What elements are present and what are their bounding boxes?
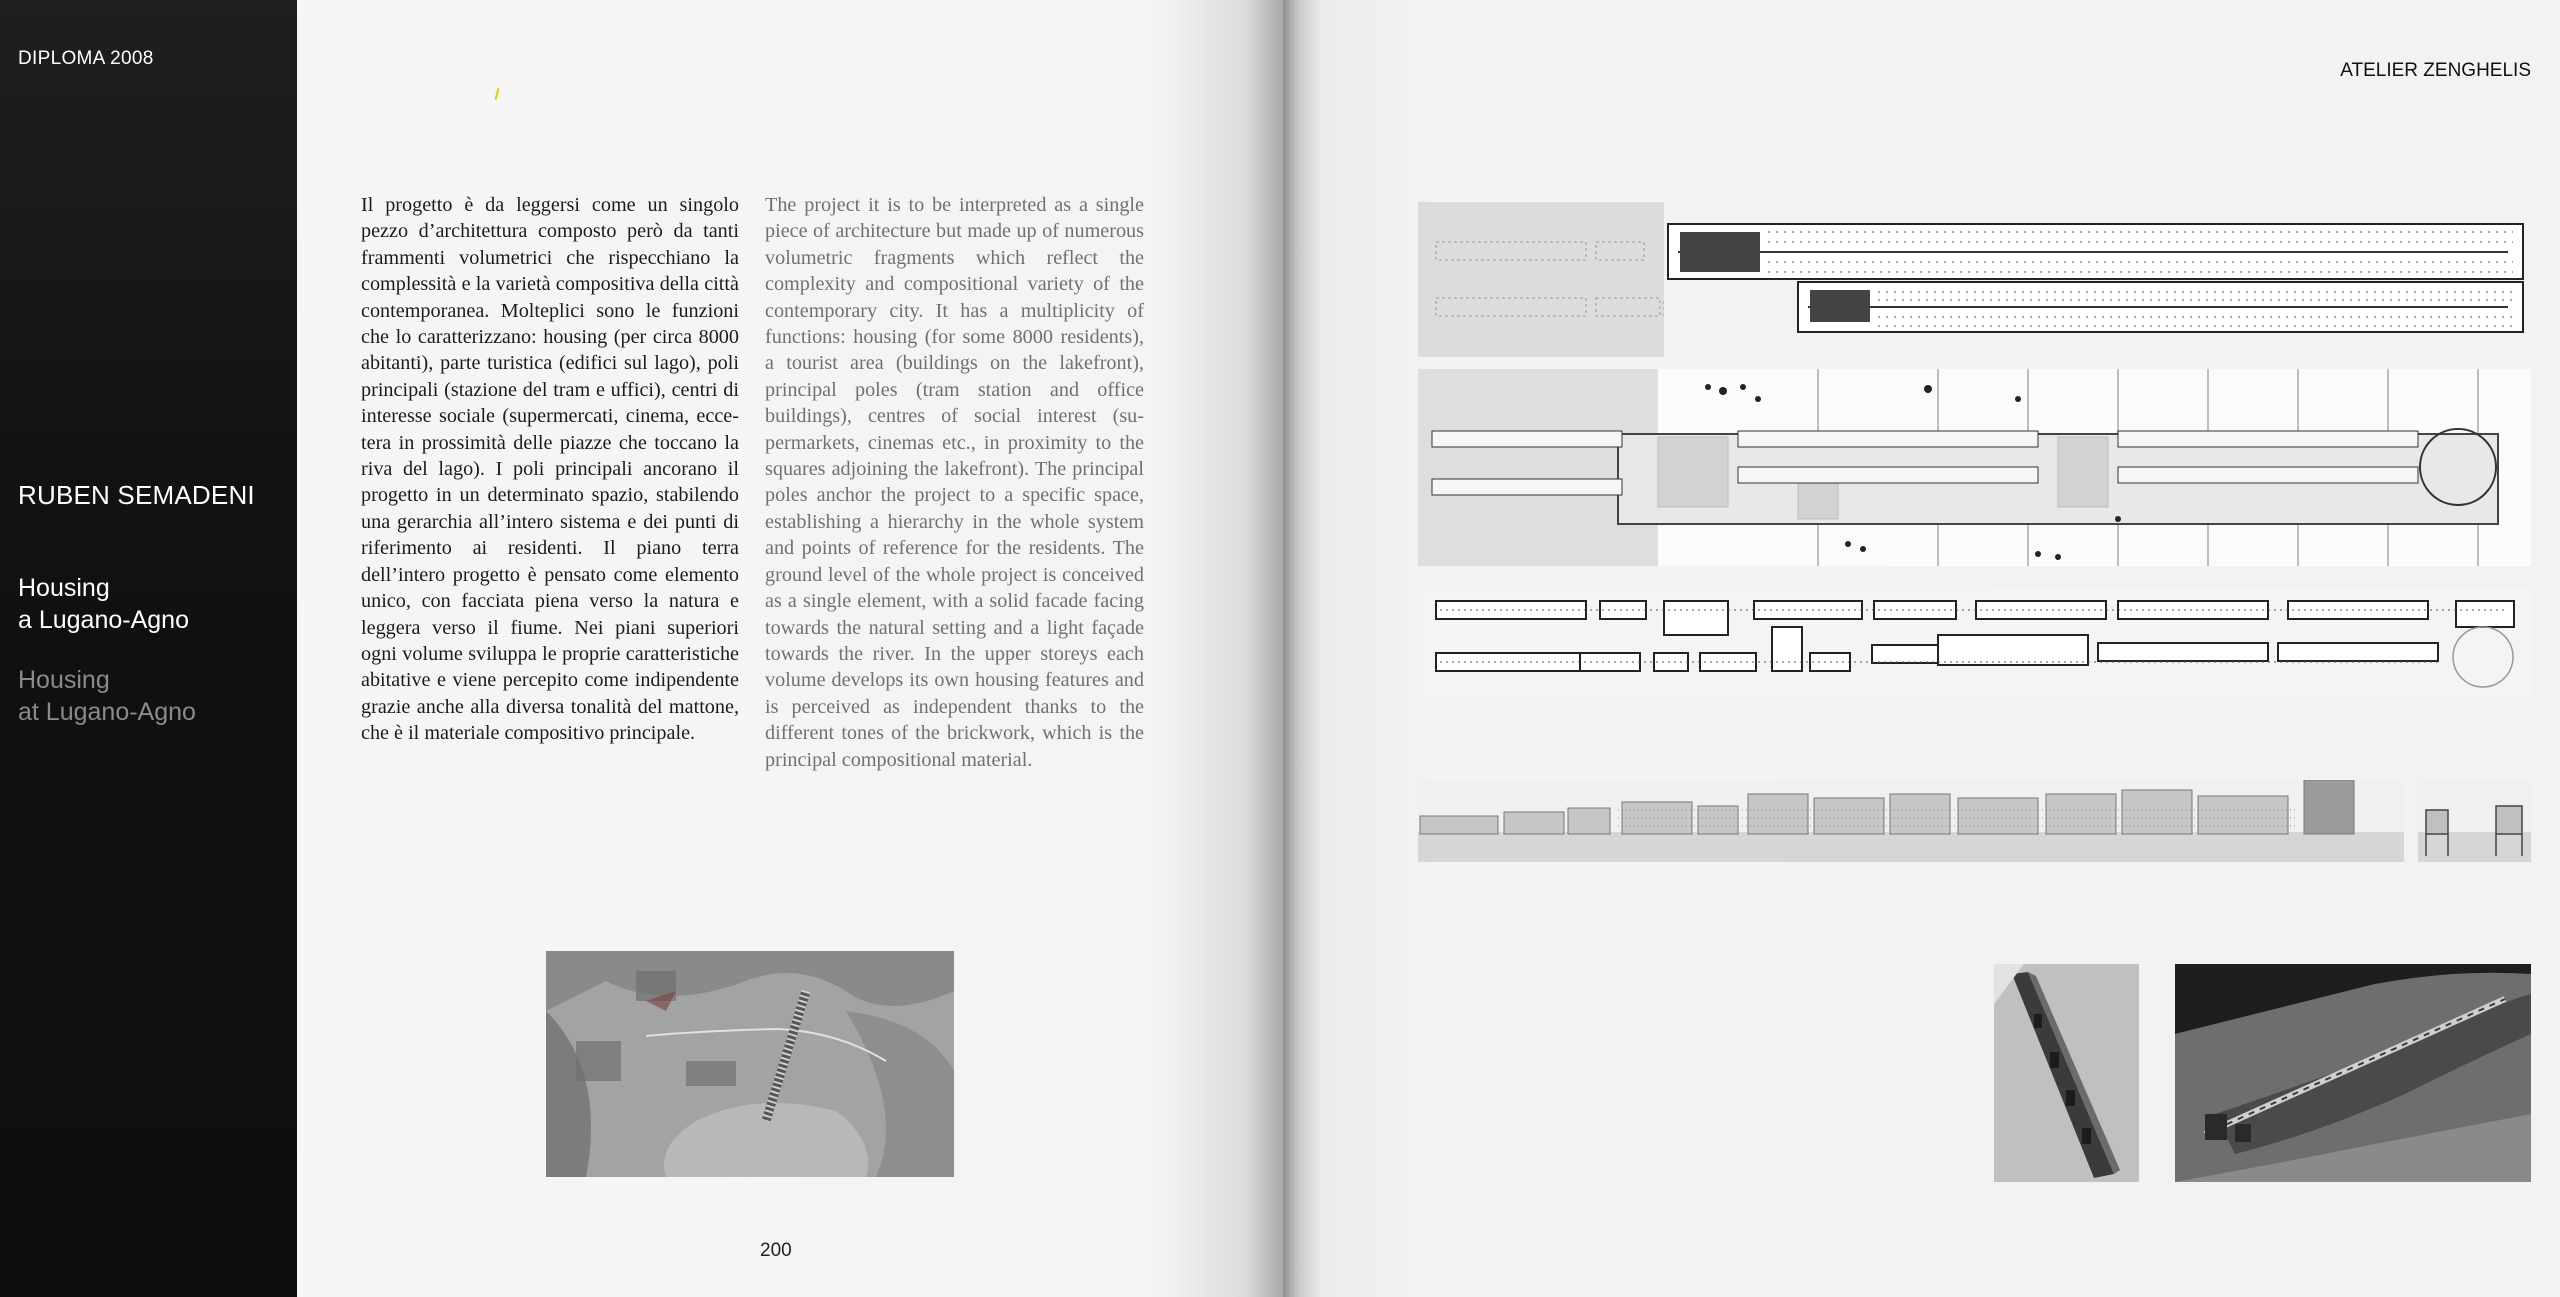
aerial-photo [546,951,954,1177]
atelier-header: ATELIER ZENGHELIS [2340,60,2531,81]
typical-floor-plan [1418,587,2531,697]
stray-mark [494,88,499,100]
upper-floor-plan-drawing [1418,202,2531,357]
cross-section-drawing [2418,780,2531,862]
page-number: 200 [760,1240,792,1261]
title-en-line-1: Housing [18,666,110,694]
project-title-english [18,664,196,728]
english-text-column: The project it is to be interpreted as a single piece of architecture but made up of numerous volumetric fragments which reflect the complexity and compositional variety of the contemporary city. It has a multiplicity of functions: housing (for some 8000 residents), a tourist area (buildings on the lakefront), principal poles (tram station and office buildings), centres of social interest (supermarkets, cinemas etc., in proximity to the squares adjoining the lakefront). The principal poles anchor the project to a specific space, establishing a hierarchy in the whole system and points of reference for the residents. The ground level of the whole project is conceived as a single element, with a solid facade facing towards the natural setting and a light façade towards the river. In the upper storeys each volume develops its own housing features and is perceived as independent thanks to the different tones of the brickwork, which is the principal compositional material. [765,194,1144,771]
title-en-line-2: at Lugano-Agno [18,698,196,726]
title-it-line-2: a Lugano-Agno [18,606,189,634]
model-photo-narrow [1994,964,2139,1182]
diploma-label: DIPLOMA 2008 [18,48,154,69]
long-elevation-drawing [1418,780,2404,862]
sidebar-band [0,0,297,1297]
title-it-line-1: Housing [18,574,110,602]
ground-floor-site-plan [1418,369,2531,566]
italian-text-column: Il progetto è da leggersi come un singolo pezzo d’architettura composto però da tanti frammenti volumetrici che rispecchiano la complessità e la varietà compositiva della città contemporanea. Molteplici sono le funzioni che lo caratterizzano: housing (per circa 8000 abitanti), parte turistica (edifici sul lago), poli principali (stazione del tram e uffici), centri di interesse sociale (supermercati, cinema, eccetera in prossimità delle piazze che toccano la riva del lago). I poli principali ancorano il progetto in un determinato spazio, stabilendo una gerarchia all’intero sistema e dei punti di riferimento ai residenti. Il piano terra dell’intero progetto è pensato come elemento unico, con facciata piena verso la natura e leggera verso il fiume. Nei piani superiori ogni volume sviluppa le proprie caratteristiche abitative e viene percepito come indipendente grazie anche alla diversa tonalità del mattone, che è il materiale compositivo principale. [361,194,739,745]
project-title-italian [18,572,189,636]
author-name: RUBEN SEMADENI [18,480,255,510]
model-photo-wide [2175,964,2531,1182]
